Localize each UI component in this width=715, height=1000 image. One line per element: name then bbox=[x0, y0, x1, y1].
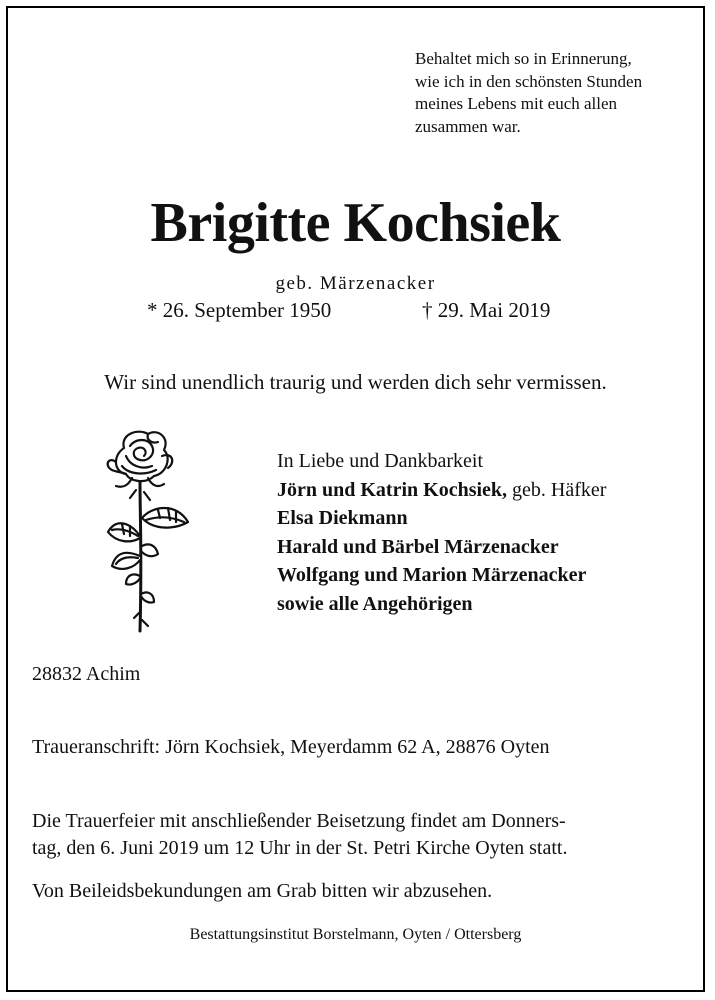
memorial-quote bbox=[415, 48, 642, 138]
service-line: tag, den 6. Juni 2019 um 12 Uhr in der St. Petri Kirche Oyten statt. bbox=[32, 837, 568, 859]
signer-line: Elsa Diekmann bbox=[277, 507, 408, 529]
maiden-name: geb. Märzenacker bbox=[275, 273, 436, 294]
mourning-address: Traueranschrift: Jörn Kochsiek, Meyerdamm 62 A, 28876 Oyten bbox=[32, 736, 550, 758]
rose-icon bbox=[86, 426, 196, 636]
signer-line: Wolfgang und Marion Märzenacker bbox=[277, 564, 587, 586]
grief-statement: Wir sind unendlich traurig und werden dich sehr vermissen. bbox=[104, 370, 607, 394]
deceased-name: Brigitte Kochsiek bbox=[150, 192, 561, 254]
funeral-service-info bbox=[32, 808, 567, 862]
signer-line: Harald und Bärbel Märzenacker bbox=[277, 535, 559, 558]
signer-line bbox=[277, 476, 606, 505]
obituary-notice bbox=[6, 6, 705, 992]
service-line: Die Trauerfeier mit anschließender Beisetzung findet am Donners- bbox=[32, 810, 566, 832]
condolence-note: Von Beileidsbekundungen am Grab bitten wir abzusehen. bbox=[32, 880, 493, 902]
signatories bbox=[277, 447, 606, 618]
quote-line: zusammen war. bbox=[415, 116, 521, 136]
signer-maiden-name: geb. Häfker bbox=[507, 478, 607, 501]
signer-name: Jörn und Katrin Kochsiek, bbox=[277, 478, 508, 501]
birth-date: * 26. September 1950 bbox=[147, 298, 332, 322]
death-date: † 29. Mai 2019 bbox=[422, 298, 551, 322]
signer-line: sowie alle Angehörigen bbox=[277, 592, 473, 615]
signers-intro: In Liebe und Dankbarkeit bbox=[277, 450, 484, 472]
funeral-home: Bestattungsinstitut Borstelmann, Oyten / Ottersberg bbox=[189, 926, 522, 943]
quote-line: Behaltet mich so in Erinnerung, bbox=[415, 49, 632, 68]
quote-line: meines Lebens mit euch allen bbox=[415, 94, 618, 113]
quote-line: wie ich in den schönsten Stunden bbox=[415, 71, 643, 91]
city: 28832 Achim bbox=[32, 663, 141, 685]
